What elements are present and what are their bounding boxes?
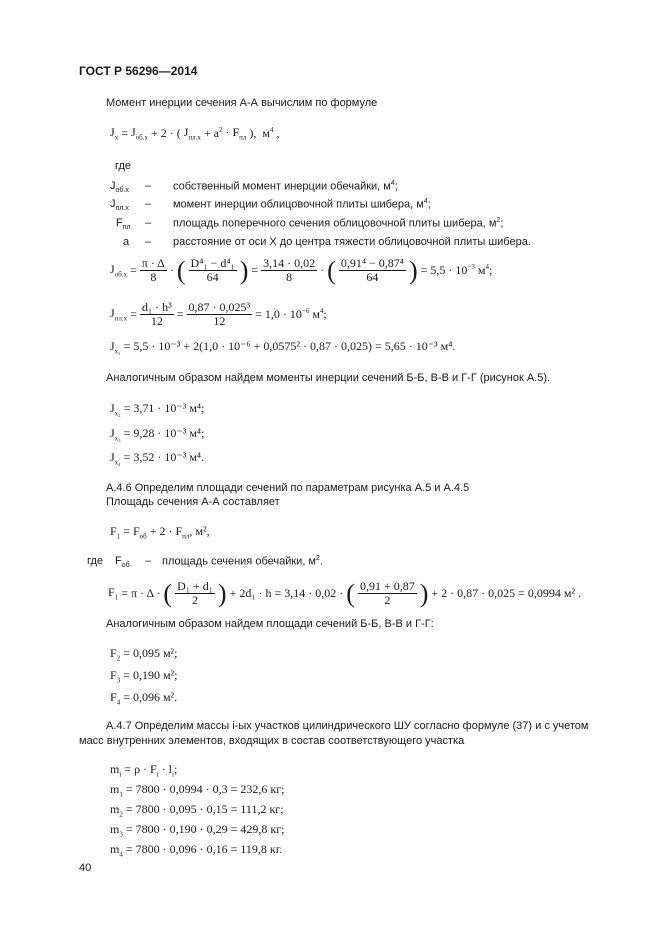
where-label-2: где bbox=[87, 555, 104, 567]
definition-row: $F_{пл}$ bbox=[116, 217, 131, 232]
mass-value-row: $m_4 = 7800 \cdot 0,096 \cdot 0,16 = 119,8$ кг. bbox=[110, 842, 283, 859]
equation-f1-calc: $F_1$ = π · Δ · ( $\frac{\text{D₁ + d₁}}{2}$ ) + 2d₁ · h = 3,14 · 0,02 · ( $\frac{0,91 + 0,87}{2}$ ) + 2 · 0,87 · 0,025 = 0,0994 м² . bbox=[108, 578, 582, 608]
where-label: где bbox=[115, 160, 132, 172]
definition-dash: – bbox=[145, 555, 152, 567]
definition-row: $J_{пл.х}$ bbox=[110, 198, 129, 213]
equation-j-ob: $J_{об.х}$ = $\frac{\pi \cdot \Delta}{8}$ · ( $\frac{\text{D⁴₁ − d⁴₁}}{64}$ ) = $\frac{3,14 \cdot 0,02}{8}$ · ( $\frac{\text{0,91⁴ − 0,87⁴}}{64}$ ) = $5,5 \cdot 10^{-3}$ $м^4$; bbox=[110, 255, 493, 285]
definition-text: собственный момент инерции обечайки, $м^4$; bbox=[173, 180, 398, 193]
mass-formula-row: $m_i = \rho \cdot F_i \cdot l_i$; bbox=[110, 762, 178, 779]
moment-value-row: $J_{x_2} = 3,71 \cdot 10^{-3}$ м⁴; bbox=[110, 401, 205, 418]
moment-value-row: $J_{x_4} = 3,52 \cdot 10^{-3}$ м⁴. bbox=[110, 450, 205, 467]
moment-value-row: $J_{x_3} = 9,28 \cdot 10^{-3}$ м⁴; bbox=[110, 426, 205, 443]
area-value-row: $F_2 = 0,095$ м²; bbox=[110, 646, 178, 663]
paragraph-section-a47: А.4.7 Определим массы i-ых участков цилиндрического ШУ согласно формуле (37) и с учетом bbox=[106, 720, 589, 732]
definition-text: площадь поперечного сечения облицовочной плиты шибера, $м^2$; bbox=[173, 217, 504, 230]
definition-text: момент инерции облицовочной плиты шибера, $м^4$; bbox=[173, 198, 431, 211]
page-number: 40 bbox=[79, 862, 92, 874]
paragraph-section-a46: А.4.6 Определим площади сечений по параметрам рисунка А.5 и А.4.5 bbox=[106, 482, 470, 494]
area-value-row: $F_3 = 0,190$ м²; bbox=[110, 668, 178, 685]
formula-moment-of-inertia: $J_x$ = $J_{об.х}$ + 2 · ( $J_{пл.х}$ + $a^2$ · $F_{пл}$ ), $м^4$ , bbox=[110, 125, 280, 142]
document-header: ГОСТ Р 56296—2014 bbox=[79, 64, 198, 78]
definition-dash: – bbox=[145, 198, 152, 210]
mass-value-row: $m_2 = 7800 \cdot 0,095 \cdot 0,15 = 111,2$ кг; bbox=[110, 802, 284, 819]
mass-value-row: $m_3 = 7800 \cdot 0,190 \cdot 0,29 = 429,8$ кг; bbox=[110, 822, 285, 839]
paragraph-analog-moments: Аналогичным образом найдем моменты инерции сечений Б-Б, В-В и Г-Г (рисунок А.5). bbox=[106, 372, 551, 384]
mass-value-row: $m_1 = 7800 \cdot 0,0994 \cdot 0,3 = 232,6$ кг; bbox=[110, 782, 285, 799]
formula-area-f1: $F_1 = F_{об} + 2 \cdot F_{пл}$, м², bbox=[110, 524, 210, 541]
definition-dash: – bbox=[145, 236, 152, 248]
paragraph-internal-masses: масс внутренних элементов, входящих в состав соответствующего участка bbox=[79, 735, 465, 747]
area-value-row: $F_4 = 0,096$ м². bbox=[110, 690, 178, 707]
paragraph-analog-areas: Аналогичным образом найдем площади сечений Б-Б, В-В и Г-Г: bbox=[106, 618, 434, 630]
definition-text: расстояние от оси X до центра тяжести облицовочной плиты шибера. bbox=[173, 236, 531, 248]
paragraph-area-aa: Площадь сечения А-А составляет bbox=[106, 496, 280, 508]
equation-j-x1: $J_{x_1} = 5,5 \cdot 10^{-3} + 2(1,0 \cdot 10^{-6} + 0,0575^2 \cdot 0,87 \cdot 0,025) = 5,65 \cdot 10^{-3}$ м⁴. bbox=[110, 339, 456, 356]
definition-dash: – bbox=[145, 180, 152, 192]
definition-row: $F_{об}$ bbox=[115, 555, 130, 570]
paragraph-moment-intro: Момент инерции сечения А-А вычислим по формуле bbox=[106, 97, 378, 109]
equation-j-pl: $J_{пл.х}$ = $\frac{\text{d₁ · h³}}{12}$ = $\frac{\text{0,87 · 0,025³}}{12}$ = $1,0 \cdot 10^{-6}$ $м^4$; bbox=[110, 300, 327, 328]
definition-row: a bbox=[123, 236, 130, 248]
definition-text: площадь сечения обечайки, $м^2$. bbox=[162, 555, 323, 568]
definition-row: $J_{об.х}$ bbox=[110, 180, 129, 195]
definition-dash: – bbox=[145, 217, 152, 229]
